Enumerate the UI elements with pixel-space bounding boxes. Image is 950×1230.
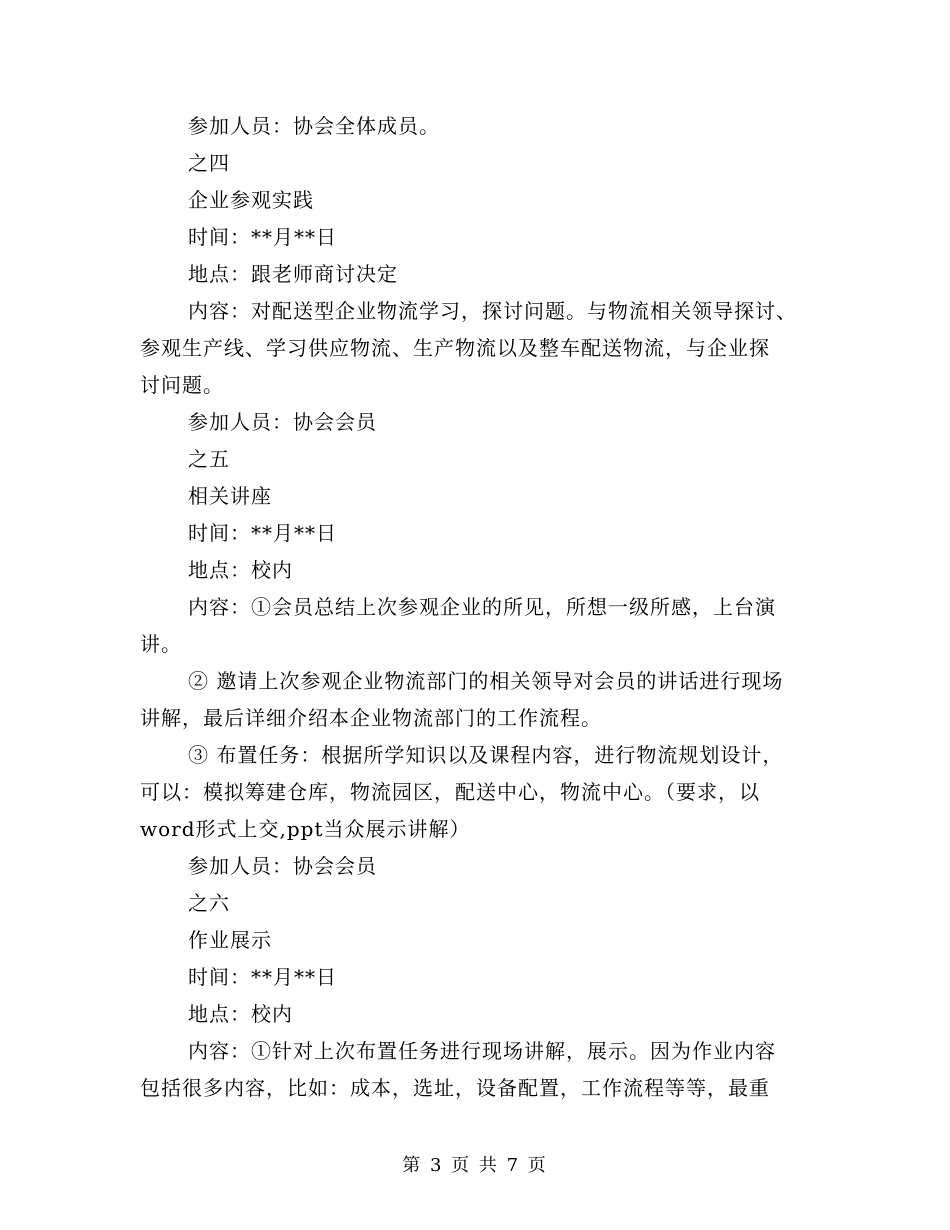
text-line: 内容：①针对上次布置任务进行现场讲解，展示。因为作业内容 bbox=[188, 1039, 776, 1063]
text-line: 参加人员：协会会员 bbox=[188, 854, 377, 878]
section-number: 之六 bbox=[188, 891, 230, 915]
document-body bbox=[140, 108, 810, 1107]
section-title: 企业参观实践 bbox=[188, 188, 314, 212]
text-line: 时间：**月**日 bbox=[188, 965, 337, 989]
text-line: 可以：模拟筹建仓库，物流园区，配送中心，物流中心。（要求，以 bbox=[140, 780, 760, 804]
text-line: 参观生产线、学习供应物流、生产物流以及整车配送物流，与企业探 bbox=[140, 336, 770, 360]
page-footer: 第 3 页 共 7 页 bbox=[402, 1155, 548, 1176]
section-title: 作业展示 bbox=[188, 928, 272, 952]
section-number: 之四 bbox=[188, 151, 230, 175]
text-line: 内容：①会员总结上次参观企业的所见，所想一级所感，上台演 bbox=[188, 595, 776, 619]
text-line: 包括很多内容，比如：成本，选址，设备配置，工作流程等等，最重 bbox=[140, 1076, 770, 1100]
text-line: 地点：跟老师商讨决定 bbox=[188, 262, 398, 286]
text-line: 内容：对配送型企业物流学习，探讨问题。与物流相关领导探讨、 bbox=[188, 299, 797, 323]
text-line: word形式上交,ppt当众展示讲解） bbox=[140, 817, 471, 841]
text-line: 讨问题。 bbox=[140, 373, 224, 397]
text-line: 讲。 bbox=[140, 632, 182, 656]
text-line: 参加人员：协会全体成员。 bbox=[188, 114, 440, 138]
text-line: 讲解，最后详细介绍本企业物流部门的工作流程。 bbox=[140, 706, 602, 730]
text-line: 时间：**月**日 bbox=[188, 521, 337, 545]
text-line: ③ 布置任务：根据所学知识以及课程内容，进行物流规划设计， bbox=[188, 743, 784, 767]
text-line: 地点：校内 bbox=[188, 1002, 293, 1026]
text-line: ② 邀请上次参观企业物流部门的相关领导对会员的讲话进行现场 bbox=[188, 669, 784, 693]
text-line: 时间：**月**日 bbox=[188, 225, 337, 249]
section-number: 之五 bbox=[188, 447, 230, 471]
text-line: 地点：校内 bbox=[188, 558, 293, 582]
section-title: 相关讲座 bbox=[188, 484, 272, 508]
text-line: 参加人员：协会会员 bbox=[188, 410, 377, 434]
